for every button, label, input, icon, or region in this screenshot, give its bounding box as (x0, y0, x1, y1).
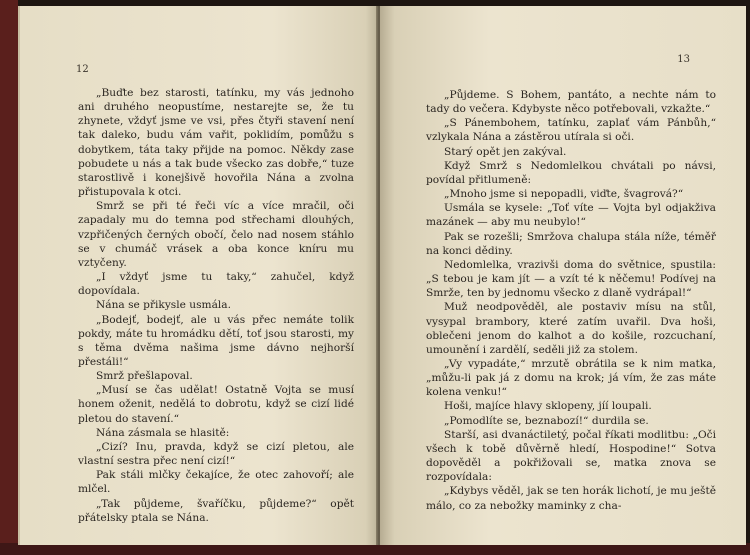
paragraph: Smrž se při té řeči víc a více mračil, oči zapadaly mu do temna pod střechami dlouhých, vzpřičených černých obočí, čelo nad nosem stáhlo se v chumáč vrásek a oba konce kníru mu vztyčeny. (78, 200, 354, 269)
paragraph: Nána se přikysle usmála. (96, 299, 231, 312)
paragraph: „Půjdeme. S Bohem, pantáto, a nechte nám to tady do večera. Kdybyste něco potřebovali, vzkažte.“ (426, 89, 716, 116)
paragraph: Usmála se kysele: „Toť víte — Vojta byl odjakživa mazánek — aby mu neubylo!“ (426, 202, 716, 229)
paragraph: „Bodejť, bodejť, ale u vás přec nemáte tolik pokdy, máte tu hromádku dětí, toť jsou starosti, my s těma dvěma našima jsme dávno nejhorší přestáli!“ (78, 313, 354, 368)
paragraph: Muž neodpověděl, ale postaviv mísu na stůl, vysypal brambory, které zatím uvařil. Dva hoši, oblečeni jenom do kalhot a do košile, rozcuchaní, umounění i zardělí, seděli již za stolem. (426, 301, 716, 356)
paragraph: Nána zásmala se hlasitě: (96, 426, 230, 439)
paragraph: Hoši, majíce hlavy sklopeny, jíí loupali. (444, 400, 652, 413)
page-number: 13 (677, 54, 690, 65)
page-text (78, 86, 354, 525)
paragraph: „Mnoho jsme si nepopadli, viďte, švagrová?“ (444, 188, 684, 201)
paragraph: „Kdybys věděl, jak se ten horák lichotí, je mu ještě málo, co za nebožky maminky z cha- (426, 485, 716, 512)
left-page (18, 6, 380, 545)
right-page (380, 6, 746, 545)
paragraph: Smrž přešlapoval. (96, 370, 193, 383)
book-cover-edge (0, 0, 18, 555)
paragraph: Nedomlelka, vrazivši doma do světnice, spustila: „S tebou je kam jít — a vzít té k něčemu! Podívej na Smrže, ten by jednomu všecko z dlaně vydrápal!“ (426, 258, 716, 300)
paragraph: Pak stáli mlčky čekajíce, že otec zahovoří; ale mlčel. (78, 469, 354, 496)
paragraph: „Vy vypadáte,“ mrzutě obrátila se k nim matka, „můžu-li pak já z domu na krok; já vím, že zas máte kolena venku!“ (426, 357, 716, 399)
paragraph: „Buďte bez starosti, tatínku, my vás jednoho ani druhého neopustíme, nestarejte se, že tu zhynete, vždyť jsme ve vsi, přes čtyři stavení není tak daleko, budu vám vařit, poklidím, pomůžu s dobytkem, táta taky přijde na pomoc. Někdy zase pobudete u nás a tak bude všecko zas dobře,“ tuze starostlivě i konejšivě hovořila Nána a zvolna přistupovala k otci. (78, 87, 354, 199)
paragraph: Starý opět jen zakýval. (444, 145, 567, 158)
paragraph: „S Pánembohem, tatínku, zaplať vám Pánbůh,“ vzlykala Nána a zástěrou utírala si oči. (426, 117, 716, 144)
paragraph: „Pomodlíte se, beznabozí!“ durdila se. (444, 414, 649, 427)
paragraph: Pak se rozešli; Smržova chalupa stála níže, téměř na konci dědiny. (426, 230, 716, 257)
paragraph: „Musí se čas udělat! Ostatně Vojta se musí honem oženit, nedělá to dobrotu, když se cizí lidé pletou do stavení.“ (78, 384, 354, 425)
page-text (426, 88, 716, 513)
paragraph: „Tak půjdeme, švaříčku, půjdeme?“ opět přátelsky ptala se Nána. (78, 497, 354, 524)
page-number: 12 (76, 64, 89, 75)
paragraph: „Cizí? Inu, pravda, když se cizí pletou, ale vlastní sestra přec není cizí!“ (78, 440, 354, 468)
paragraph: „I vždyť jsme tu taky,“ zahučel, když dopovídala. (78, 271, 354, 298)
paragraph: Starší, asi dvanáctiletý, počal říkati modlitbu: „Oči všech k tobě důvěrně hledí, Hospodine!“ Sotva dopověděl a pokřižovali se, matka znova se rozpovídala: (426, 428, 716, 484)
paragraph: Když Smrž s Nedomlelkou chvátali po návsi, povídal přitlumeně: (426, 159, 716, 186)
